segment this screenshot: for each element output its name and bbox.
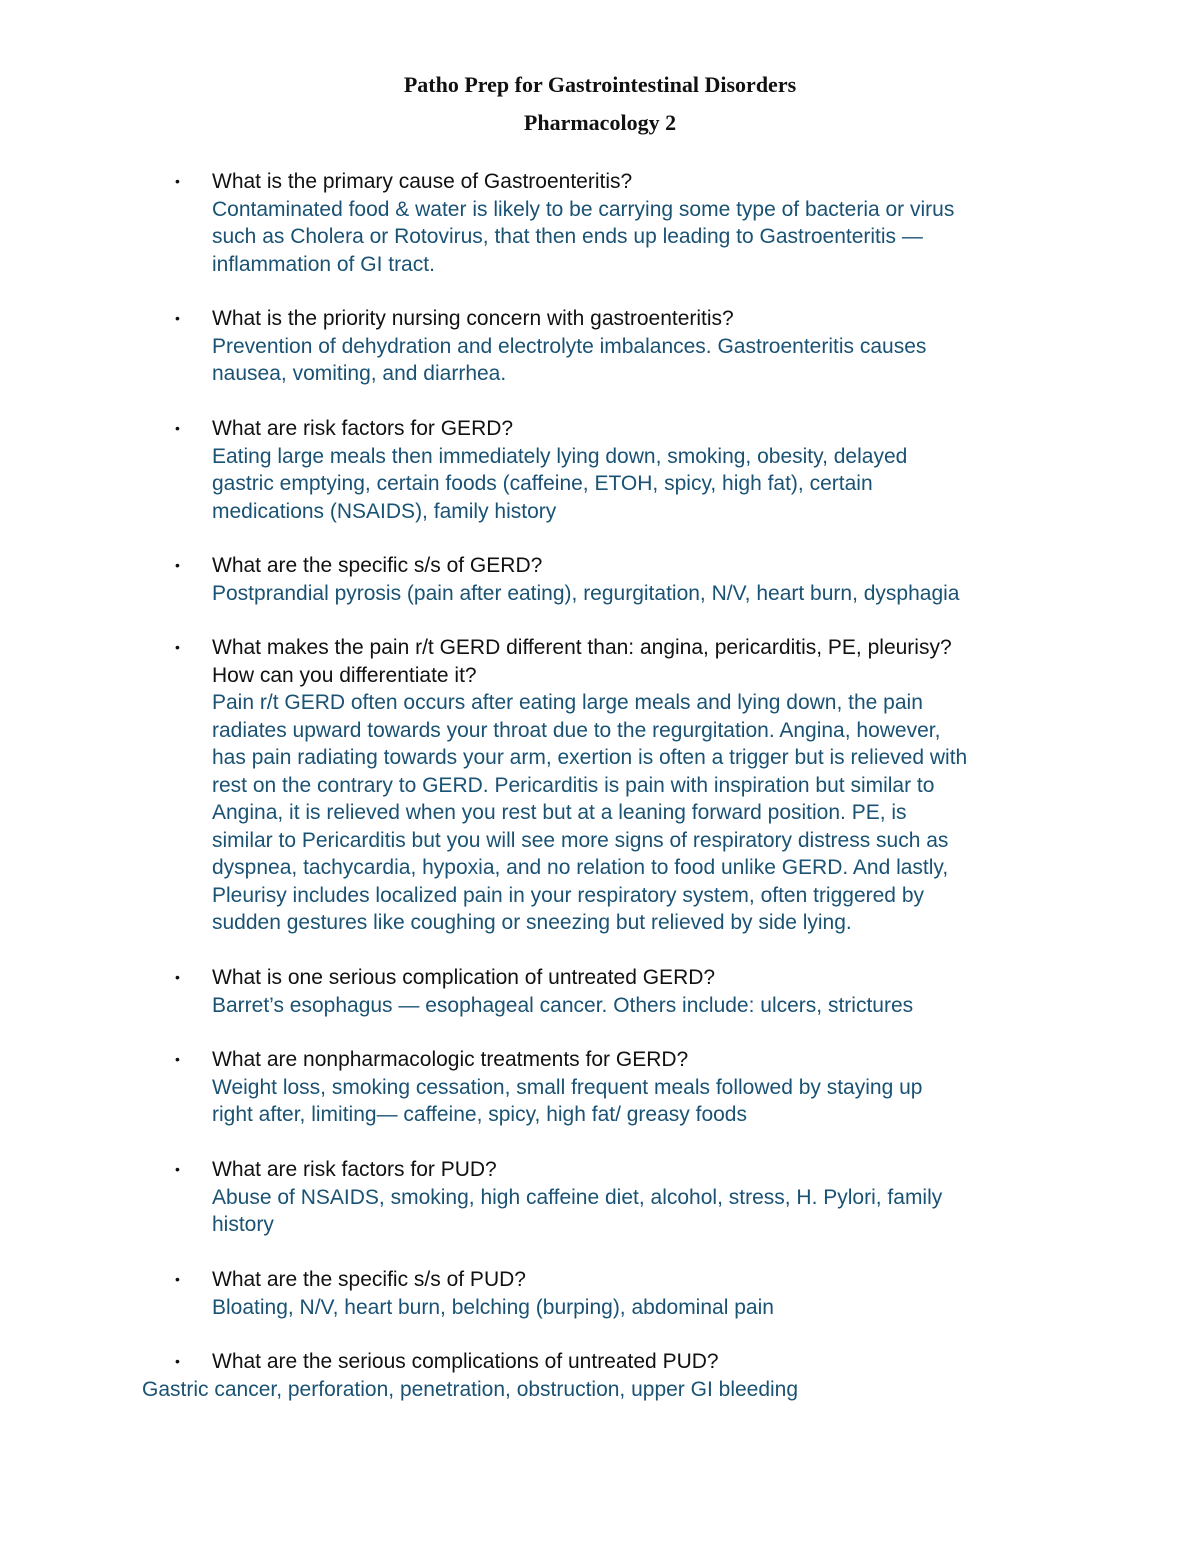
bullet: • [175, 310, 180, 326]
question-text: What is one serious complication of untreated GERD? [212, 966, 716, 989]
bullet: • [175, 639, 180, 655]
document-subtitle: Pharmacology 2 [523, 110, 677, 135]
bullet: • [175, 1161, 180, 1177]
bullet: • [175, 1353, 180, 1369]
bullet: • [175, 969, 180, 985]
answer-text: Barret’s esophagus — esophageal cancer. Others include: ulcers, strictures [212, 993, 914, 1017]
answer-text: Eating large meals then immediately lying down, smoking, obesity, delayed gastric emptying, certain foods (caffeine, ETOH, spicy, high fat), certain medications (NSAIDS), family history [212, 444, 908, 523]
question-text: What are the specific s/s of PUD? [212, 1268, 526, 1291]
bullet: • [175, 557, 180, 573]
bullet: • [175, 173, 180, 189]
answer-text: Gastric cancer, perforation, penetration, obstruction, upper GI bleeding [142, 1377, 799, 1401]
bullet: • [175, 420, 180, 436]
answer-text: Contaminated food & water is likely to be carrying some type of bacteria or virus such as Cholera or Rotovirus, that then ends up leading to Gastroenteritis — inflammation of GI tract. [212, 197, 955, 276]
answer-text: Prevention of dehydration and electrolyte imbalances. Gastroenteritis causes nausea, vomiting, and diarrhea. [212, 334, 927, 385]
question-text: What are risk factors for PUD? [212, 1158, 497, 1181]
document-title: Patho Prep for Gastrointestinal Disorders [403, 72, 797, 97]
answer-text: Bloating, N/V, heart burn, belching (burping), abdominal pain [212, 1295, 774, 1319]
answer-text: Abuse of NSAIDS, smoking, high caffeine diet, alcohol, stress, H. Pylori, family history [212, 1185, 943, 1236]
question-text: What are the specific s/s of GERD? [212, 554, 543, 577]
answer-text: Weight loss, smoking cessation, small frequent meals followed by staying up right after, limiting— caffeine, spicy, high fat/ greasy foods [212, 1075, 923, 1126]
question-text: What is the primary cause of Gastroenteritis? [212, 170, 633, 193]
question-text: What are risk factors for GERD? [212, 417, 514, 440]
bullet: • [175, 1271, 180, 1287]
question-text: What is the priority nursing concern with gastroenteritis? [212, 307, 734, 330]
answer-text: Pain r/t GERD often occurs after eating large meals and lying down, the pain radiates upward towards your throat due to the regurgitation. Angina, however, has pain radiating towards your arm, exertion is often a trigger but is relieved with rest on the contrary to GERD. Pericarditis is pain with inspiration but similar to Angina, it is relieved when you rest but at a leaning forward position. PE, is similar to Pericarditis but you will see more signs of respiratory distress such as dyspnea, tachycardia, hypoxia, and no relation to food unlike GERD. And lastly, Pleurisy includes localized pain in your respiratory system, often triggered by sudden gestures like coughing or sneezing but relieved by side lying. [212, 691, 968, 934]
question-text: What are the serious complications of untreated PUD? [212, 1350, 719, 1373]
answer-text: Postprandial pyrosis (pain after eating), regurgitation, N/V, heart burn, dysphagia [212, 581, 960, 605]
question-text: What makes the pain r/t GERD different than: angina, pericarditis, PE, pleurisy? How can you differentiate it? [212, 636, 952, 687]
question-text: What are nonpharmacologic treatments for GERD? [212, 1048, 689, 1071]
bullet: • [175, 1051, 180, 1067]
